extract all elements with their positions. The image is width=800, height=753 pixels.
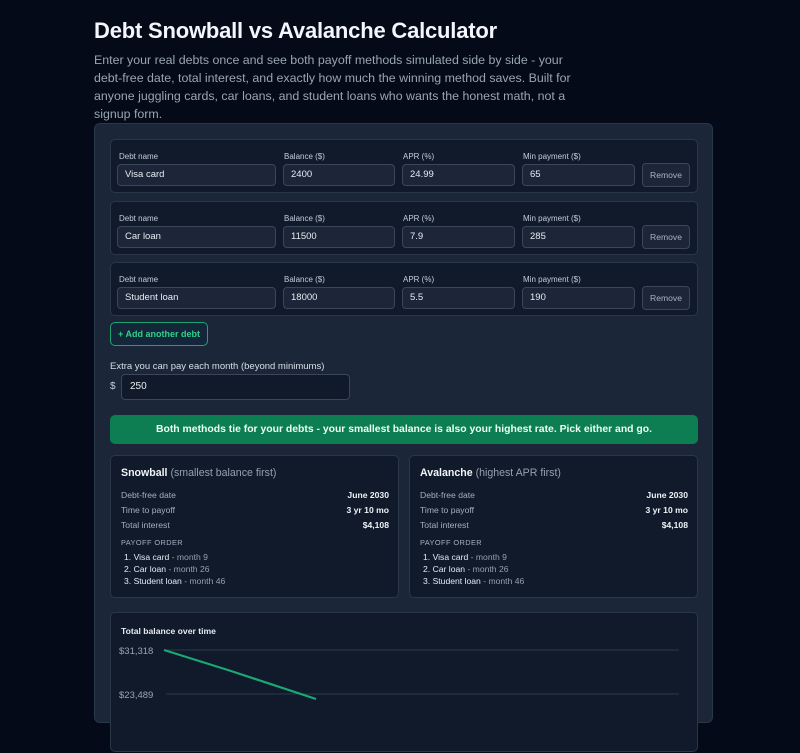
balance-input[interactable]: 18000	[283, 287, 395, 309]
extra-payment-input[interactable]: 250	[121, 374, 350, 400]
avalanche-panel	[409, 455, 698, 598]
snowball-panel	[110, 455, 399, 598]
debt-row	[110, 201, 698, 255]
balance-label: Balance ($)	[284, 214, 325, 223]
order-month: - month 46	[184, 576, 226, 586]
page-intro: Enter your real debts once and see both payoff methods simulated side by side - your debt-free date, total interest, and exactly how much the winning method saves. Built for anyone juggling cards, car loans, and student loans who wants the honest math, not a signup form.	[94, 53, 571, 121]
debt-free-label: Debt-free date	[121, 490, 176, 500]
list-item	[124, 552, 208, 562]
list-item	[423, 564, 509, 574]
order-month: - month 26	[168, 564, 210, 574]
method-name: Avalanche	[420, 467, 473, 479]
debt-free-value: June 2030	[646, 490, 688, 500]
order-debt-name: Visa card	[133, 552, 170, 562]
order-month: - month 9	[171, 552, 208, 562]
list-item	[423, 552, 507, 562]
balance-chart-svg	[111, 613, 699, 753]
apr-input[interactable]: 5.5	[402, 287, 515, 309]
debt-name-input[interactable]: Student loan	[117, 287, 276, 309]
balance-label: Balance ($)	[284, 152, 325, 161]
order-month: - month 26	[467, 564, 509, 574]
total-interest-value: $4,108	[661, 520, 688, 530]
method-heading	[121, 467, 276, 479]
chart-title: Total balance over time	[121, 626, 216, 636]
calculator-card	[94, 123, 713, 723]
order-number: 1.	[423, 552, 431, 562]
order-number: 1.	[124, 552, 132, 562]
balance-chart	[110, 612, 698, 752]
apr-label: APR (%)	[403, 275, 435, 284]
method-subtitle: (highest APR first)	[475, 467, 561, 479]
time-to-payoff-label: Time to payoff	[121, 505, 175, 515]
debt-name-input[interactable]: Car loan	[117, 226, 276, 248]
apr-label: APR (%)	[403, 152, 435, 161]
time-to-payoff-label: Time to payoff	[420, 505, 474, 515]
time-to-payoff-value: 3 yr 10 mo	[346, 505, 389, 515]
min-payment-label: Min payment ($)	[523, 214, 581, 223]
debt-free-value: June 2030	[347, 490, 389, 500]
method-heading	[420, 467, 561, 479]
debt-name-label: Debt name	[119, 214, 159, 223]
stat-row	[420, 520, 688, 530]
order-debt-name: Student loan	[133, 576, 182, 586]
y-tick-label: $23,489	[119, 690, 154, 701]
order-number: 3.	[423, 576, 431, 586]
balance-label: Balance ($)	[284, 275, 325, 284]
method-subtitle: (smallest balance first)	[170, 467, 277, 479]
balance-input[interactable]: 11500	[283, 226, 395, 248]
remove-button[interactable]: Remove	[642, 286, 690, 310]
debt-row	[110, 139, 698, 193]
page-title: Debt Snowball vs Avalanche Calculator	[94, 18, 497, 43]
stat-row	[420, 490, 688, 500]
add-debt-button[interactable]: + Add another debt	[110, 322, 208, 346]
list-item	[423, 576, 524, 586]
order-debt-name: Car loan	[133, 564, 167, 574]
stat-row	[121, 490, 389, 500]
order-debt-name: Visa card	[432, 552, 469, 562]
balance-input[interactable]: 2400	[283, 164, 395, 186]
method-name: Snowball	[121, 467, 168, 479]
debt-name-input[interactable]: Visa card	[117, 164, 276, 186]
result-banner: Both methods tie for your debts - your smallest balance is also your highest rate. Pick either and go.	[110, 415, 698, 444]
y-tick-label: $31,318	[119, 646, 154, 657]
debt-free-label: Debt-free date	[420, 490, 475, 500]
min-payment-input[interactable]: 65	[522, 164, 635, 186]
total-interest-value: $4,108	[362, 520, 389, 530]
stat-row	[121, 505, 389, 515]
time-to-payoff-value: 3 yr 10 mo	[645, 505, 688, 515]
debt-row	[110, 262, 698, 316]
payoff-order-heading: PAYOFF ORDER	[420, 538, 483, 547]
apr-input[interactable]: 24.99	[402, 164, 515, 186]
remove-button[interactable]: Remove	[642, 163, 690, 187]
order-debt-name: Car loan	[432, 564, 466, 574]
total-interest-label: Total interest	[121, 520, 170, 530]
order-month: - month 9	[470, 552, 507, 562]
list-item	[124, 576, 225, 586]
extra-payment-label: Extra you can pay each month (beyond minimums)	[110, 361, 325, 372]
min-payment-input[interactable]: 190	[522, 287, 635, 309]
debt-name-label: Debt name	[119, 152, 159, 161]
order-number: 3.	[124, 576, 132, 586]
min-payment-label: Min payment ($)	[523, 152, 581, 161]
list-item	[124, 564, 210, 574]
stat-row	[121, 520, 389, 530]
payoff-order-heading: PAYOFF ORDER	[121, 538, 184, 547]
total-interest-label: Total interest	[420, 520, 469, 530]
currency-symbol: $	[110, 381, 116, 392]
debt-name-label: Debt name	[119, 275, 159, 284]
apr-label: APR (%)	[403, 214, 435, 223]
order-debt-name: Student loan	[432, 576, 481, 586]
order-number: 2.	[124, 564, 132, 574]
min-payment-input[interactable]: 285	[522, 226, 635, 248]
min-payment-label: Min payment ($)	[523, 275, 581, 284]
order-number: 2.	[423, 564, 431, 574]
apr-input[interactable]: 7.9	[402, 226, 515, 248]
order-month: - month 46	[483, 576, 525, 586]
stat-row	[420, 505, 688, 515]
remove-button[interactable]: Remove	[642, 225, 690, 249]
balance-line	[164, 650, 316, 699]
